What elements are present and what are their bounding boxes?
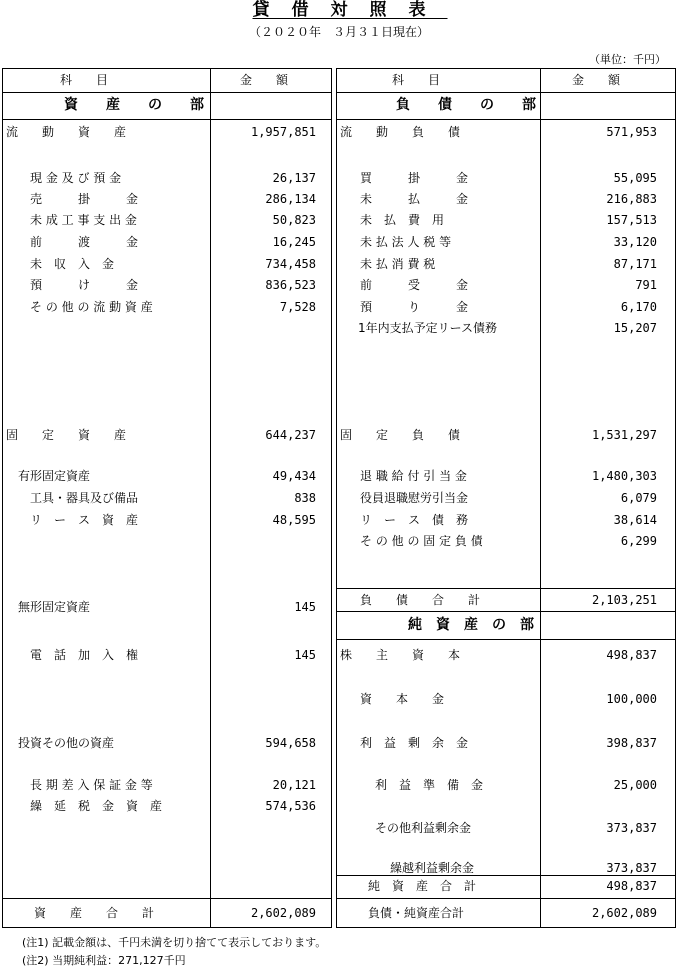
header-left-amount: 金 額	[240, 73, 289, 87]
asset-row-value: 836,523	[265, 278, 316, 292]
asset-row-value: 50,823	[272, 213, 316, 227]
liability-row-label: 1年内支払予定リース債務	[358, 321, 498, 335]
right-total-rule	[336, 898, 676, 899]
net-total-value: 498,837	[606, 879, 657, 893]
liability-row-value: 791	[635, 278, 657, 292]
asset-row-label: 無形固定資産	[18, 600, 91, 614]
unit-label: （単位：千円）	[589, 53, 666, 66]
liab-net-total-value: 2,602,089	[591, 906, 657, 920]
left-total-rule	[2, 898, 332, 899]
asset-row-value: 16,245	[272, 235, 316, 249]
liability-row-label: 未 払 金	[360, 192, 469, 206]
net-asset-row-value: 498,837	[606, 648, 657, 662]
asset-row-value: 1,957,851	[250, 125, 316, 139]
liability-row-label: 流 動 負 債	[340, 125, 461, 139]
date-subtitle: （２０２０年 ３月３１日現在）	[248, 25, 429, 39]
asset-row-label: 未 収 入 金	[30, 257, 115, 271]
section-net-assets: 純 資 産 の 部	[408, 617, 534, 633]
asset-row-value: 644,237	[265, 428, 316, 442]
asset-row-label: 長 期 差 入 保 証 金 等	[30, 778, 153, 792]
net-asset-row-label: 利 益 準 備 金	[375, 778, 484, 792]
liab-total-value: 2,103,251	[591, 593, 657, 607]
liab-total-label: 負 債 合 計	[360, 593, 481, 607]
section-assets: 資 産 の 部	[64, 97, 204, 113]
liability-row-label: 役員退職慰労引当金	[360, 491, 469, 505]
net-asset-row-value: 398,837	[606, 736, 657, 750]
section-liabilities: 負 債 の 部	[396, 97, 536, 113]
liability-row-value: 38,614	[613, 513, 657, 527]
net-assets-section-rule	[336, 639, 676, 640]
liability-row-label: そ の 他 の 固 定 負 債	[360, 534, 483, 548]
asset-row-label: リ ー ス 資 産	[30, 513, 139, 527]
asset-row-value: 20,121	[272, 778, 316, 792]
assets-total-value: 2,602,089	[250, 906, 316, 920]
net-total-label: 純 資 産 合 計	[368, 879, 477, 893]
net-asset-row-value: 100,000	[606, 692, 657, 706]
asset-row-value: 48,595	[272, 513, 316, 527]
note-1: (注1) 記載金額は、千円未満を切り捨てて表示しております。	[22, 936, 327, 949]
left-col-divider	[210, 68, 211, 928]
header-right-amount: 金 額	[572, 73, 621, 87]
asset-row-label: 工具・器具及び備品	[30, 491, 139, 505]
asset-row-value: 734,458	[265, 257, 316, 271]
asset-row-label: 固 定 資 産	[6, 428, 127, 442]
net-asset-row-label: その他利益剰余金	[375, 821, 472, 835]
asset-row-label: 投資その他の資産	[18, 736, 115, 750]
asset-row-value: 145	[294, 600, 316, 614]
asset-row-label: 預 け 金	[30, 278, 139, 292]
liab-total-top-rule	[336, 588, 676, 589]
net-asset-row-label: 繰越利益剰余金	[390, 861, 475, 875]
asset-row-label: 流 動 資 産	[6, 125, 127, 139]
asset-row-value: 594,658	[265, 736, 316, 750]
liability-row-label: 預 り 金	[360, 300, 469, 314]
liability-row-label: 未 払 法 人 税 等	[360, 235, 452, 249]
liability-row-label: 未 払 費 用	[360, 213, 445, 227]
liability-row-label: リ ー ス 債 務	[360, 513, 469, 527]
right-section-rule	[336, 119, 676, 120]
page-title: 貸借対照表	[252, 0, 448, 20]
right-col-divider	[540, 68, 541, 928]
asset-row-value: 49,434	[272, 469, 316, 483]
liability-row-value: 1,531,297	[591, 428, 657, 442]
right-header-rule	[336, 92, 676, 93]
asset-row-label: 繰 延 税 金 資 産	[30, 799, 163, 813]
liability-row-label: 買 掛 金	[360, 171, 469, 185]
liability-row-value: 216,883	[606, 192, 657, 206]
net-asset-row-value: 373,837	[606, 861, 657, 875]
liability-row-value: 6,079	[620, 491, 657, 505]
asset-row-label: 前 渡 金	[30, 235, 139, 249]
asset-row-value: 145	[294, 648, 316, 662]
note-2: (注2) 当期純利益：271,127千円	[22, 954, 186, 967]
liability-row-value: 571,953	[606, 125, 657, 139]
asset-row-value: 574,536	[265, 799, 316, 813]
liability-row-value: 1,480,303	[591, 469, 657, 483]
asset-row-label: 現 金 及 び 預 金	[30, 171, 122, 185]
liability-row-value: 6,299	[620, 534, 657, 548]
liability-row-value: 55,095	[613, 171, 657, 185]
liability-row-label: 固 定 負 債	[340, 428, 461, 442]
asset-row-value: 286,134	[265, 192, 316, 206]
liability-row-value: 6,170	[620, 300, 657, 314]
asset-row-label: 有形固定資産	[18, 469, 91, 483]
asset-row-value: 7,528	[279, 300, 316, 314]
net-total-top-rule	[336, 875, 676, 876]
left-header-rule	[2, 92, 332, 93]
liab-total-bottom-rule	[336, 611, 676, 612]
asset-row-label: 売 掛 金	[30, 192, 139, 206]
net-asset-row-label: 利 益 剰 余 金	[360, 736, 469, 750]
net-asset-row-value: 25,000	[613, 778, 657, 792]
liab-net-total-label: 負債・純資産合計	[368, 906, 465, 920]
liability-row-value: 33,120	[613, 235, 657, 249]
asset-row-value: 26,137	[272, 171, 316, 185]
net-asset-row-label: 資 本 金	[360, 692, 445, 706]
asset-row-label: 未 成 工 事 支 出 金	[30, 213, 137, 227]
net-asset-row-value: 373,837	[606, 821, 657, 835]
liability-row-label: 退 職 給 付 引 当 金	[360, 469, 467, 483]
assets-total-label: 資 産 合 計	[34, 906, 155, 920]
liability-row-label: 前 受 金	[360, 278, 469, 292]
header-right-item: 科 目	[392, 73, 441, 87]
left-section-rule	[2, 119, 332, 120]
asset-row-value: 838	[294, 491, 316, 505]
liability-row-label: 未 払 消 費 税	[360, 257, 436, 271]
liability-row-value: 15,207	[613, 321, 657, 335]
liability-row-value: 87,171	[613, 257, 657, 271]
asset-row-label: そ の 他 の 流 動 資 産	[30, 300, 153, 314]
liability-row-value: 157,513	[606, 213, 657, 227]
asset-row-label: 電 話 加 入 権	[30, 648, 139, 662]
header-left-item: 科 目	[60, 73, 109, 87]
net-asset-row-label: 株 主 資 本	[340, 648, 461, 662]
